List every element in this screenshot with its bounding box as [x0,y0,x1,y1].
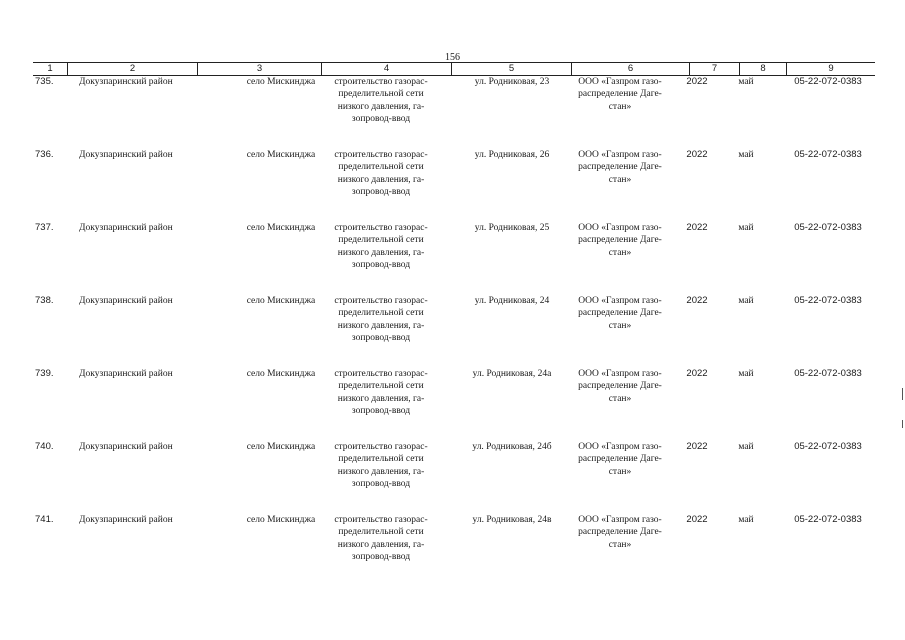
table-body [33,76,875,587]
org-line: стан» [608,539,632,550]
village-cell: село Мискинджа [246,515,316,525]
scan-edge-mark [902,388,903,400]
organization-cell [560,441,680,478]
work-description-cell [326,368,436,417]
work-description-cell [326,295,436,344]
month-cell: май [738,515,754,525]
month-cell: май [738,77,754,87]
year-cell: 2022 [686,149,708,160]
table-row [33,368,875,441]
org-line: ООО «Газпром газо- [578,150,662,160]
organization-cell [560,514,680,551]
year-cell: 2022 [686,76,708,87]
district-cell: Докузпаринский район [79,150,173,160]
year-cell: 2022 [686,441,708,452]
work-description-cell [326,76,436,125]
code-cell: 05-22-072-0383 [794,514,862,525]
district-cell: Докузпаринский район [79,223,173,233]
address-cell: ул. Родниковая, 25 [474,223,550,233]
work-line: строительство газорас- [334,369,428,379]
year-cell: 2022 [686,222,708,233]
code-cell: 05-22-072-0383 [794,76,862,87]
org-line: стан» [608,174,632,185]
work-line: зопровод-ввод [351,113,411,124]
work-line: пределительной сети [338,454,424,465]
work-line: низкого давления, га- [337,539,425,550]
org-line: распределение Даге- [578,89,662,100]
org-line: стан» [608,393,632,404]
district-cell: Докузпаринский район [79,515,173,525]
org-line: ООО «Газпром газо- [578,515,662,525]
work-line: низкого давления, га- [337,320,425,331]
work-line: низкого давления, га- [337,101,425,112]
column-header-6: 6 [571,63,689,75]
work-description-cell [326,149,436,198]
column-header-8: 8 [739,63,786,75]
organization-cell [560,149,680,186]
org-line: стан» [608,466,632,477]
address-cell: ул. Родниковая, 23 [474,77,550,87]
month-cell: май [738,150,754,160]
column-header-7: 7 [689,63,739,75]
work-line: низкого давления, га- [337,466,425,477]
work-line: строительство газорас- [334,296,428,306]
row-number: 738. [35,295,54,306]
work-line: пределительной сети [338,235,424,246]
village-cell: село Мискинджа [246,442,316,452]
column-header-5: 5 [451,63,571,75]
month-cell: май [738,296,754,306]
village-cell: село Мискинджа [246,369,316,379]
work-description-cell [326,441,436,490]
org-line: ООО «Газпром газо- [578,77,662,87]
address-cell: ул. Родниковая, 24 [474,296,550,306]
village-cell: село Мискинджа [246,77,316,87]
work-line: пределительной сети [338,89,424,100]
org-line: стан» [608,320,632,331]
org-line: ООО «Газпром газо- [578,442,662,452]
work-line: зопровод-ввод [351,259,411,270]
row-number: 739. [35,368,54,379]
work-line: зопровод-ввод [351,551,411,562]
village-cell: село Мискинджа [246,150,316,160]
page-number: 156 [445,52,460,63]
row-number: 740. [35,441,54,452]
month-cell: май [738,442,754,452]
work-line: низкого давления, га- [337,174,425,185]
work-line: низкого давления, га- [337,393,425,404]
district-cell: Докузпаринский район [79,442,173,452]
org-line: ООО «Газпром газо- [578,223,662,233]
address-cell: ул. Родниковая, 24в [472,515,552,525]
work-line: пределительной сети [338,527,424,538]
organization-cell [560,295,680,332]
work-line: зопровод-ввод [351,332,411,343]
month-cell: май [738,369,754,379]
table-row [33,149,875,222]
row-number: 735. [35,76,54,87]
year-cell: 2022 [686,514,708,525]
scan-edge-mark [902,420,903,428]
village-cell: село Мискинджа [246,223,316,233]
org-line: ООО «Газпром газо- [578,296,662,306]
organization-cell [560,76,680,113]
table-row [33,222,875,295]
work-line: пределительной сети [338,381,424,392]
work-line: пределительной сети [338,308,424,319]
work-line: низкого давления, га- [337,247,425,258]
work-line: строительство газорас- [334,515,428,525]
work-line: зопровод-ввод [351,186,411,197]
work-description-cell [326,514,436,563]
work-line: строительство газорас- [334,442,428,452]
address-cell: ул. Родниковая, 26 [474,150,550,160]
org-line: распределение Даге- [578,381,662,392]
org-line: распределение Даге- [578,162,662,173]
table-row [33,295,875,368]
table-row [33,514,875,587]
org-line: стан» [608,247,632,258]
work-description-cell [326,222,436,271]
row-number: 741. [35,514,54,525]
column-header-1: 1 [47,63,53,74]
column-header-3: 3 [197,63,321,75]
column-header-9: 9 [786,63,875,75]
work-line: строительство газорас- [334,223,428,233]
code-cell: 05-22-072-0383 [794,149,862,160]
month-cell: май [738,223,754,233]
address-cell: ул. Родниковая, 24б [472,442,552,452]
district-cell: Докузпаринский район [79,77,173,87]
org-line: ООО «Газпром газо- [578,369,662,379]
work-line: строительство газорас- [334,150,428,160]
org-line: распределение Даге- [578,308,662,319]
work-line: зопровод-ввод [351,478,411,489]
district-cell: Докузпаринский район [79,296,173,306]
code-cell: 05-22-072-0383 [794,368,862,379]
address-cell: ул. Родниковая, 24а [472,369,552,379]
table-header [33,62,875,76]
organization-cell [560,222,680,259]
organization-cell [560,368,680,405]
district-cell: Докузпаринский район [79,369,173,379]
column-header-4: 4 [321,63,451,75]
year-cell: 2022 [686,295,708,306]
row-number: 736. [35,149,54,160]
org-line: распределение Даге- [578,235,662,246]
org-line: стан» [608,101,632,112]
work-line: пределительной сети [338,162,424,173]
work-line: строительство газорас- [334,77,428,87]
code-cell: 05-22-072-0383 [794,222,862,233]
work-line: зопровод-ввод [351,405,411,416]
village-cell: село Мискинджа [246,296,316,306]
row-number: 737. [35,222,54,233]
column-header-2: 2 [67,63,197,75]
table-row [33,441,875,514]
year-cell: 2022 [686,368,708,379]
org-line: распределение Даге- [578,527,662,538]
code-cell: 05-22-072-0383 [794,295,862,306]
org-line: распределение Даге- [578,454,662,465]
table-row [33,76,875,149]
code-cell: 05-22-072-0383 [794,441,862,452]
